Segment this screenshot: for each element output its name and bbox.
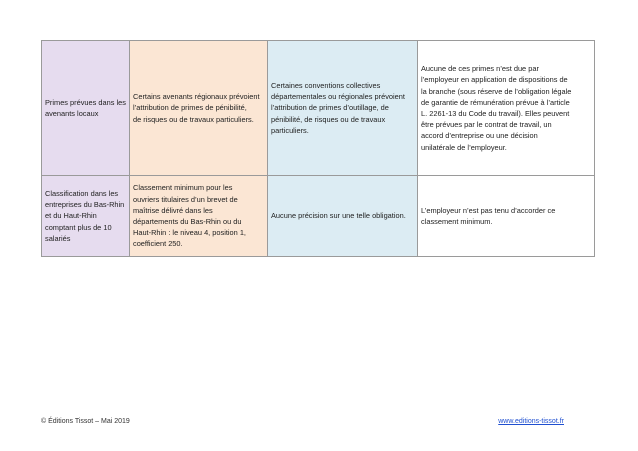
row-1-col3-cell: Certaines conventions collectives départementales ou régionales prévoient l’attribution de primes d’outillage, de pénibilité, de risques ou de travaux particuliers. (268, 41, 418, 176)
row-2-col2-cell: Classement minimum pour les ouvriers titulaires d’un brevet de maîtrise délivré dans les départements du Bas-Rhin ou du Haut-Rhin : le niveau 4, position 1, coefficient 250. (130, 176, 268, 257)
row-2-col3-cell: Aucune précision sur une telle obligation. (268, 176, 418, 257)
footer-website-link[interactable]: www.editions-tissot.fr (498, 418, 564, 425)
footer-copyright: © Éditions Tissot – Mai 2019 (41, 418, 130, 425)
row-1-col4-cell: Aucune de ces primes n’est due par l’employeur en application de dispositions de la branche (sous réserve de l’obligation légale de garantie de rémunération prévue à l’article L. 2261-13 du Code du travail). Elles peuvent être prévues par le contrat de travail, un accord d’entreprise ou une décision unilatérale de l’employeur. (418, 41, 595, 176)
row-1-col2-cell: Certains avenants régionaux prévoient l’attribution de primes de pénibilité, de risques ou de travaux particuliers. (130, 41, 268, 176)
row-2-criterion-cell: Classification dans les entreprises du Bas-Rhin et du Haut-Rhin comptant plus de 10 salariés (42, 176, 130, 257)
comparison-table (41, 40, 595, 257)
table-row (42, 176, 595, 257)
table-row (42, 41, 595, 176)
row-2-col4-cell: L’employeur n’est pas tenu d’accorder ce classement minimum. (418, 176, 595, 257)
row-1-criterion-cell: Primes prévues dans les avenants locaux (42, 41, 130, 176)
